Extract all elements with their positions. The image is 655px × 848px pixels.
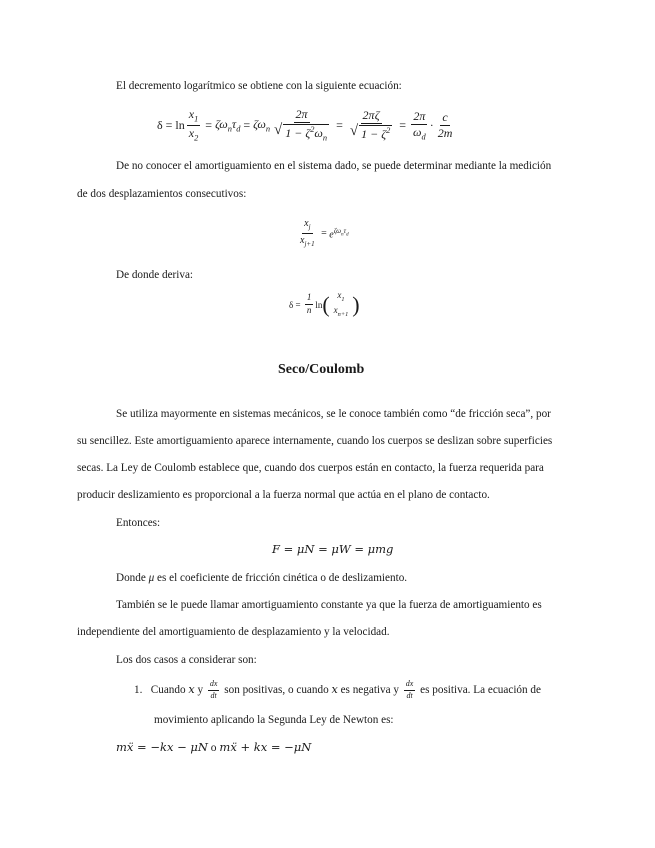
list-text-c: son positivas, o cuando — [224, 684, 329, 697]
equation-newton-right: mẍ + kx = −μN — [219, 740, 312, 754]
equation-displacement-ratio: $\frac{x_j}{x_{j+1}}$ = $e^{\zeta\omega_n\tau_d}$ — [300, 218, 349, 248]
equation-newton-or: o — [210, 742, 217, 754]
paragraph-cases: Los dos casos a considerar son: — [116, 654, 257, 666]
paragraph-constant-line1: También se le puede llamar amortiguamiento constante ya que la fuerza de amortiguamiento es — [116, 599, 542, 611]
equation-delta-n: δ = $\frac{1}{n}$ ln ( $x_1$ $x_{n+1}$ ) — [289, 290, 360, 318]
fraction-dx-dt-2: $\frac{dx}{dt}$ — [405, 679, 414, 700]
equation-coulomb: F = μN = μW = μmg — [272, 542, 394, 556]
paragraph-coulomb-line1: Se utiliza mayormente en sistemas mecánicos, se le conoce también como “de fricción seca”, por — [116, 408, 551, 420]
mu-symbol: μ — [148, 572, 155, 584]
var-x-2: x — [331, 683, 338, 697]
list-number: 1. — [134, 684, 143, 697]
paragraph-intro: El decremento logarítmico se obtiene con la siguiente ecuación: — [116, 80, 402, 92]
fraction-dx-dt: $\frac{dx}{dt}$ — [209, 679, 218, 700]
paragraph-coulomb-line2: su sencillez. Este amortiguamiento aparece internamente, cuando los cuerpos se deslizan sobre superficies — [77, 435, 553, 447]
paragraph-measurement-line2: de dos desplazamientos consecutivos: — [77, 188, 247, 200]
var-x: x — [188, 683, 195, 697]
list-item-1-line2: movimiento aplicando la Segunda Ley de Newton es: — [154, 714, 394, 726]
paragraph-coulomb-line4: producir deslizamiento es proporcional a la fuerza normal que actúa en el plano de contacto. — [77, 489, 490, 501]
list-text-a: Cuando — [150, 684, 186, 697]
equation-log-decrement: δ = ln $\frac{x_1}{x_2}$ = $\zeta\omega_n\tau_d$ = $\zeta\omega_n$ 2π √ $1 - \zeta^2\omega_n$ = 2πζ √ $1 - \zeta^2$ = $\frac{2\pi}{\omega_d}$ · $\frac{c}{2m}$ — [157, 107, 453, 143]
list-text-d: es negativa y — [340, 684, 399, 697]
paragraph-mu-definition — [116, 571, 407, 585]
section-heading: Seco/Coulomb — [278, 362, 365, 377]
paragraph-coulomb-line3: secas. La Ley de Coulomb establece que, cuando dos cuerpos están en contacto, la fuerza requerida para — [77, 462, 544, 474]
paragraph-derive: De donde deriva: — [116, 269, 194, 281]
paragraph-entonces: Entonces: — [116, 517, 161, 529]
mu-post-text: es el coeficiente de fricción cinética o de deslizamiento. — [157, 572, 408, 584]
equation-newton-left: mẍ = −kx − μN — [116, 740, 208, 754]
mu-pre-text: Donde — [116, 572, 146, 584]
paragraph-constant-line2: independiente del amortiguamiento de desplazamiento y la velocidad. — [77, 626, 390, 638]
paragraph-measurement-line1: De no conocer el amortiguamiento en el sistema dado, se puede determinar mediante la medición — [116, 160, 552, 172]
list-text-b: y — [197, 684, 204, 697]
list-item-1 — [134, 680, 541, 701]
list-text-e: es positiva. La ecuación de — [420, 684, 541, 697]
equation-newton — [116, 740, 311, 754]
